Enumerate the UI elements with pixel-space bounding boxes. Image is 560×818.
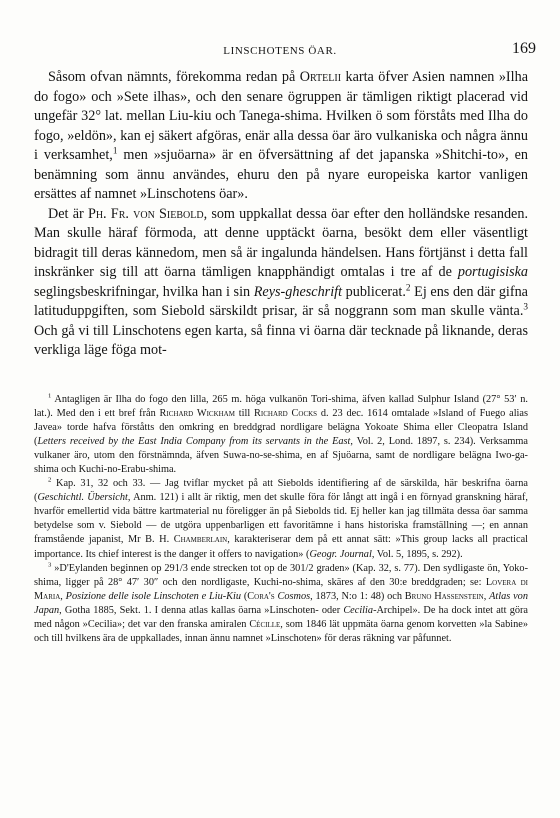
text-run: , Vol. 5, 1895, s. 292). bbox=[371, 548, 463, 560]
text-run: Det är bbox=[48, 205, 88, 222]
text-run: ende strecken tot op de 30 bbox=[187, 562, 301, 574]
footnote-1 bbox=[34, 393, 528, 477]
text-run: , som 1846 lät uppmäta öarna genom korvetten »la Sabine» och till hvilkens ära de uppkallades, innan ännu namnet »Linschoten» för deras räkning var påfunnet. bbox=[34, 618, 528, 644]
text-run: , som uppkallat dessa öar efter den holländske resanden. Man skulle häraf förmoda, att denne upptäckt öarna, besökt dem eller väsentligt bidragit till deras kännedom, men så är ingalunda händelsen. Hans förtjänst i detta fall inskränker sig till att öarna tämligen knapphändigt omtalas i tre af de bbox=[34, 205, 528, 280]
footnote-3 bbox=[34, 562, 528, 646]
page-number: 169 bbox=[512, 40, 536, 57]
text-run: publicerat. bbox=[342, 283, 406, 300]
running-head bbox=[24, 40, 536, 62]
footnote-mark: 1 bbox=[48, 392, 52, 400]
person-name: Richard Cocks bbox=[254, 408, 318, 420]
text-run: Antagligen är Ilha do fogo den lilla, 265 m. höga vulkanön Tori-shima, äfven kallad Sulphur Island (27° 53′ n. lat.). Med den i ett bref från bbox=[34, 394, 528, 420]
person-name: Richard Wickham bbox=[159, 408, 235, 420]
text-run: d. 23 dec. 1614 omtalade »Island of Fuego alias Javea» torde hafva förståtts den omkring en breddgrad nordligare belägna Yokoate Shima eller Cleopatra Island ( bbox=[34, 408, 528, 448]
paragraph-1 bbox=[34, 68, 528, 205]
text-run: , Gotha 1885, Sekt. 1. I denna atlas kallas öarna »Linschoten- oder bbox=[59, 604, 344, 616]
text-run: , karakteriserar dem på ett annat sätt: »This group lacks all practical importance. Its chief interest is the danger it offers to navigation» ( bbox=[34, 534, 529, 560]
main-text bbox=[34, 68, 528, 361]
person-name: B. H. Chamberlain bbox=[145, 534, 228, 546]
footnote-ref-3: 3 bbox=[523, 301, 528, 312]
work-title: Cosmos bbox=[277, 590, 311, 602]
text-run: Ej ens den där gifna latituduppgiften, som Siebold särskildt prisar, är så noggrann som man skulle vänta. bbox=[34, 283, 528, 319]
italic-term: portugisiska bbox=[457, 264, 528, 280]
running-title: LINSCHOTENS ÖAR. bbox=[223, 45, 337, 57]
text-run: seglingsbeskrifningar, hvilka han i sin bbox=[34, 283, 254, 300]
footnote-ref-2: 2 bbox=[405, 281, 411, 292]
text-run: karta öfver Asien namnen »Ilha do fogo» och »Sete ilhas», och den senare ögruppen är tämligen riktigt placerad vid ungefär 32° lat. mellan Liu-kiu och Tanega-shima. Hvilken ö som förståts med Ilha do fogo, »eldön», kan ej säkert afgöras, enär alla dessa öar äro vulkaniska och några ännu i verksamhet, bbox=[34, 69, 528, 163]
text-run: »D'Eylanden beginnen op 29 bbox=[51, 562, 175, 574]
footnote-2 bbox=[34, 477, 528, 561]
person-name: Cécille bbox=[249, 618, 281, 630]
fraction: 1/3 bbox=[174, 562, 188, 574]
author-name-siebold: Ph. Fr. von Siebold bbox=[87, 205, 204, 222]
work-title: Geschichtl. Übersicht bbox=[37, 492, 128, 504]
text-run: Kap. 31, 32 och 33. — Jag tviflar mycket på att Siebolds identifiering af de särskilda, här beskrifna öarna ( bbox=[34, 478, 528, 504]
text-run: graden» (Kap. 32, s. 77). Den sydligaste ön, Yoko-shima, ligger på 28° 47′ 30″ och den nordligaste, Kuchi-no-shima, skäres af den 30:e breddgraden; se: bbox=[34, 562, 528, 588]
work-title: Geogr. Journal bbox=[309, 548, 372, 560]
text-run: men »sjuöarna» är en öfversättning af det japanska »Shitchi-to», en benämning som ännu användes, ehuru den på nyare europeiska kartor vanligen ersättes af namnet »Linschotens öar». bbox=[34, 147, 528, 202]
work-title: Reys-gheschrift bbox=[253, 283, 343, 300]
person-name: Cora's bbox=[247, 590, 275, 602]
person-name: Lovera di Maria bbox=[34, 576, 528, 602]
author-name-ortelius: Ortelii bbox=[299, 69, 342, 85]
text-run: , Vol. 2, Lond. 1897, s. 234). Verksamma vulkaner äro, utom den förstnämnda, äfven Suwa-no-se-shima, en af Sjuöarna, samt de nordligare belägna Iwo-ga-shima och Kuchi-no-Erabu-shima. bbox=[34, 436, 528, 476]
text-run: ( bbox=[241, 590, 248, 602]
work-title: Atlas von Japan bbox=[34, 590, 528, 616]
text-run: -Archipel». De ha dock intet att göra med någon »Cecilia»; det var den franska amiralen bbox=[34, 604, 528, 630]
text-run: Såsom ofvan nämnts, förekomma redan på bbox=[48, 69, 300, 85]
work-title: Posizione delle isole Linschoten e Liu-Kiu bbox=[65, 590, 242, 602]
text-run: till bbox=[234, 408, 255, 420]
paragraph-2 bbox=[34, 205, 528, 361]
work-title: Letters received by the East India Company from its servants in the East bbox=[37, 436, 351, 448]
text-run: , 1873, N:o 1: 48) och bbox=[310, 590, 405, 602]
text-run: , Anm. 121) i allt är riktig, men det skulle föra för långt att ingå i en förnyad granskning häraf, hvarför emellertid vida bättre kartmaterial nu föreligger än på Siebolds tid. Ej heller kan jag tillmäta dessa öar samma betydelse som v. Siebold — de utgöra uppenbarligen ett favoritämne i hans historiska framställning —; en annan framstående japanist, Mr bbox=[34, 492, 529, 546]
footnotes bbox=[34, 393, 528, 646]
fraction: 1/2 bbox=[300, 562, 314, 574]
italic-term: Cecilia bbox=[343, 604, 374, 616]
text-run: , bbox=[60, 590, 66, 602]
person-name: Bruno Hassenstein bbox=[404, 590, 484, 602]
text-run: , bbox=[483, 590, 490, 602]
text-run: Och gå vi till Linschotens egen karta, så finna vi öarna där tecknade på liknande, deras verkliga läge föga mot- bbox=[34, 322, 528, 358]
footnote-ref-1: 1 bbox=[112, 145, 118, 156]
footnote-mark: 3 bbox=[48, 561, 52, 569]
footnote-mark: 2 bbox=[48, 476, 52, 484]
